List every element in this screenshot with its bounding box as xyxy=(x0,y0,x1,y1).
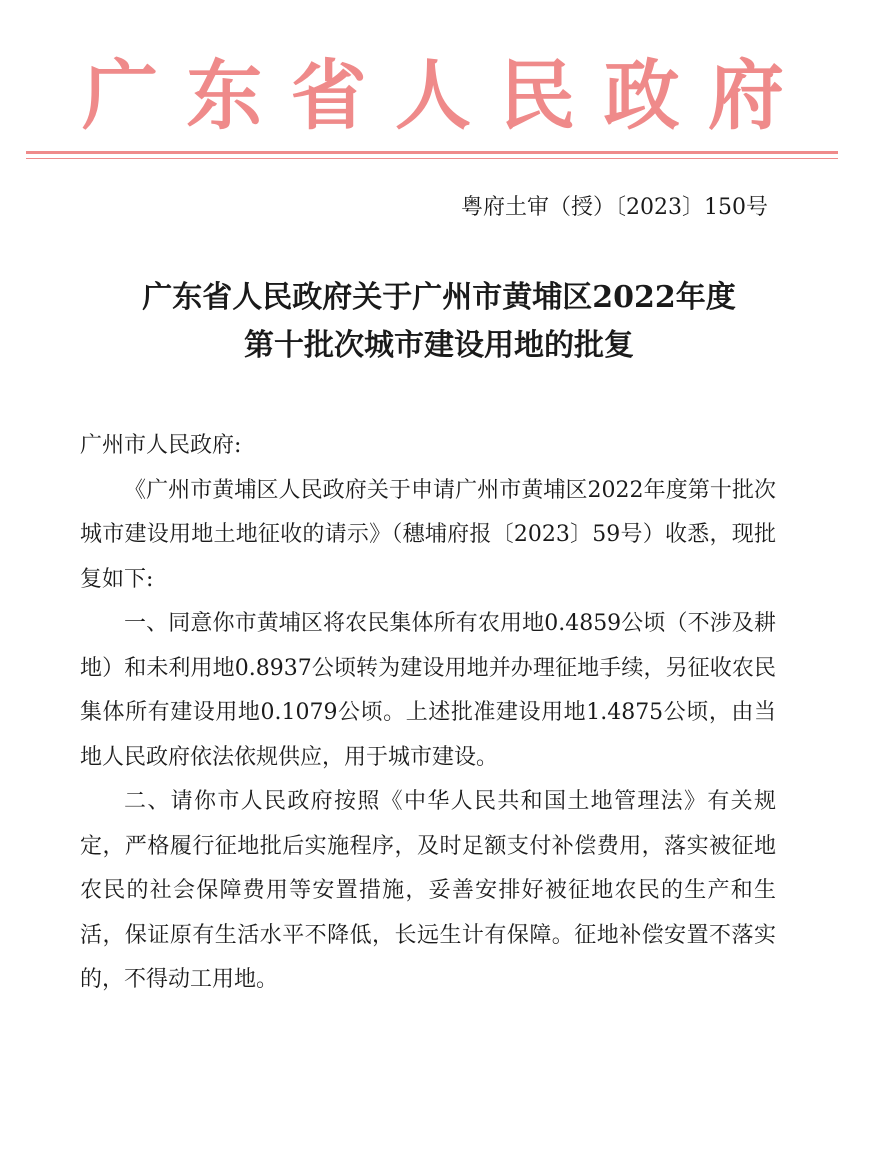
document-body xyxy=(80,424,776,1003)
header-char: 府 xyxy=(707,51,784,140)
header-char: 民 xyxy=(499,51,576,140)
body-paragraph-2: 一、同意你市黄埔区将农民集体所有农用地0.4859公顷（不涉及耕地）和未利用地0.8937公顷转为建设用地并办理征地手续，另征收农民集体所有建设用地0.1079公顷。上述批准建设用地1.4875公顷，由当地人民政府依法依规供应，用于城市建设。 xyxy=(80,611,776,770)
document-title xyxy=(0,274,878,370)
header-char: 广 xyxy=(82,51,158,140)
salutation: 广州市人民政府: xyxy=(80,433,242,458)
header-divider-thin xyxy=(26,158,838,159)
header-char: 政 xyxy=(603,51,680,140)
issuing-authority-header xyxy=(26,51,838,140)
header-divider-thick xyxy=(26,151,838,154)
header-char: 东 xyxy=(186,51,263,140)
document-title-line-2: 第十批次城市建设用地的批复 xyxy=(244,328,634,363)
document-number: 粤府土审（授）〔2023〕150号 xyxy=(461,195,768,220)
header-char: 人 xyxy=(394,51,471,140)
document-title-line-1: 广东省人民政府关于广州市黄埔区2022年度 xyxy=(142,280,736,315)
header-char: 省 xyxy=(290,51,367,140)
body-paragraph-3: 二、请你市人民政府按照《中华人民共和国土地管理法》有关规定，严格履行征地批后实施程序，及时足额支付补偿费用，落实被征地农民的社会保障费用等安置措施，妥善安排好被征地农民的生产和生活，保证原有生活水平不降低，长远生计有保障。征地补偿安置不落实的，不得动工用地。 xyxy=(80,789,776,992)
body-paragraph-1: 《广州市黄埔区人民政府关于申请广州市黄埔区2022年度第十批次城市建设用地土地征收的请示》（穗埔府报〔2023〕59号）收悉，现批复如下: xyxy=(80,477,776,592)
